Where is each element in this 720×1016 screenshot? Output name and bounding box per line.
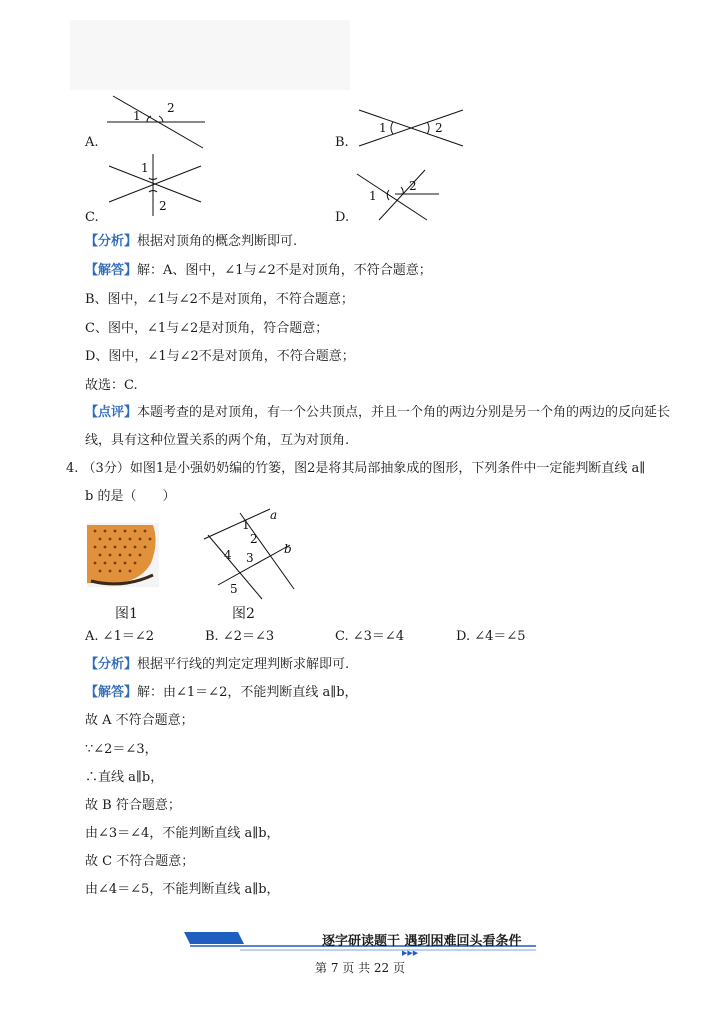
choice-b <box>205 628 274 646</box>
q4-answer-line: 故 B 符合题意； <box>85 798 181 813</box>
option-d-diagram <box>355 168 441 224</box>
angle-2-label: 2 <box>159 199 167 213</box>
angle-3-label: 3 <box>246 551 254 565</box>
choice-c <box>335 628 404 646</box>
angle-2-label: 2 <box>250 532 258 546</box>
q4-answer-line: 故 A 不符合题意； <box>85 713 194 728</box>
angle-2-label: 2 <box>435 121 443 135</box>
angle-5-label: 5 <box>230 582 238 596</box>
q3-answer-line: 故选：C. <box>85 378 138 393</box>
page-number: 第 7 页 共 22 页 <box>315 961 405 975</box>
figure-1-caption: 图1 <box>115 606 138 622</box>
q3-analysis <box>85 233 297 251</box>
angle-4-label: 4 <box>224 548 232 562</box>
choice-text: ∠4＝∠5 <box>474 629 526 644</box>
choice-letter: D. <box>456 629 471 644</box>
option-c-label: C. <box>85 210 99 225</box>
analysis-label: 【分析】 <box>85 657 138 672</box>
answer-text: 解：A、图中，∠1与∠2不是对顶角，不符合题意； <box>137 263 432 278</box>
q3-answer-line: B、图中，∠1与∠2不是对顶角，不符合题意； <box>85 292 354 307</box>
choice-letter: C. <box>335 629 349 644</box>
answer-label: 【解答】 <box>85 263 138 278</box>
choice-text: ∠1＝∠2 <box>102 629 154 644</box>
q4-answer-line: 由∠3＝∠4，不能判断直线 a∥b， <box>85 826 280 841</box>
comment-label: 【点评】 <box>85 405 138 420</box>
parallel-lines-diagram <box>200 505 300 603</box>
angle-1-label: 1 <box>379 121 387 135</box>
angle-1-label: 1 <box>242 518 250 532</box>
analysis-text: 根据对顶角的概念判断即可. <box>137 234 298 249</box>
option-d-label: D. <box>335 210 350 225</box>
answer-text: 解：由∠1＝∠2，不能判断直线 a∥b， <box>137 685 358 700</box>
q4-analysis <box>85 656 349 674</box>
option-a-label: A. <box>85 135 99 150</box>
choice-letter: B. <box>205 629 219 644</box>
choice-text: ∠3＝∠4 <box>352 629 405 644</box>
q3-comment <box>85 404 670 422</box>
answer-label: 【解答】 <box>85 685 138 700</box>
option-b-diagram <box>355 104 467 150</box>
analysis-label: 【分析】 <box>85 234 138 249</box>
page-smudge <box>70 20 350 90</box>
q4-answer-line: 故 C 不符合题意； <box>85 854 195 869</box>
option-c-diagram <box>105 152 205 218</box>
question-text: 如图1是小强奶奶编的竹篓，图2是将其局部抽象成的图形，下列条件中一定能判断直线 a∥ <box>129 461 646 476</box>
q3-answer-line <box>85 262 432 280</box>
q4-answer-line <box>85 684 358 702</box>
choice-d <box>456 628 526 646</box>
angle-1-label: 1 <box>133 109 141 123</box>
q4-stem <box>66 460 645 478</box>
q4-stem-cont: b 的是（ ） <box>85 489 176 504</box>
choice-letter: A. <box>85 629 99 644</box>
q3-answer-line: C、图中，∠1与∠2是对顶角，符合题意； <box>85 321 329 336</box>
q4-answer-line: ∵∠2＝∠3， <box>85 742 158 757</box>
q4-answer-line: ∴直线 a∥b， <box>85 770 164 785</box>
q4-answer-line: 由∠4＝∠5，不能判断直线 a∥b， <box>85 882 280 897</box>
analysis-text: 根据平行线的判定定理判断求解即可. <box>137 657 350 672</box>
line-b-label: b <box>284 542 292 556</box>
comment-text: 本题考查的是对顶角，有一个公共顶点，并且一个角的两边分别是另一个角的两边的反向延长 <box>137 405 671 420</box>
footer-slogan: 逐字研读题干 遇到困难回头看条件 <box>322 934 522 949</box>
angle-2-label: 2 <box>409 179 417 193</box>
line-a-label: a <box>270 508 278 522</box>
angle-2-label: 2 <box>167 101 175 115</box>
choice-a <box>85 628 154 646</box>
question-score: （3分） <box>82 461 130 476</box>
q3-answer-line: D、图中，∠1与∠2不是对顶角，不符合题意； <box>85 349 355 364</box>
q3-comment-cont: 线，具有这种位置关系的两个角，互为对顶角. <box>85 433 350 448</box>
option-a-diagram <box>105 92 215 152</box>
angle-1-label: 1 <box>369 189 377 203</box>
option-b-label: B. <box>335 135 349 150</box>
basket-photo <box>87 523 159 587</box>
choice-text: ∠2＝∠3 <box>222 629 275 644</box>
figure-2-caption: 图2 <box>232 606 255 622</box>
question-number: 4. <box>66 461 79 476</box>
arrow-decoration-icon: ▶▶▶ <box>402 949 419 956</box>
angle-1-label: 1 <box>141 161 149 175</box>
